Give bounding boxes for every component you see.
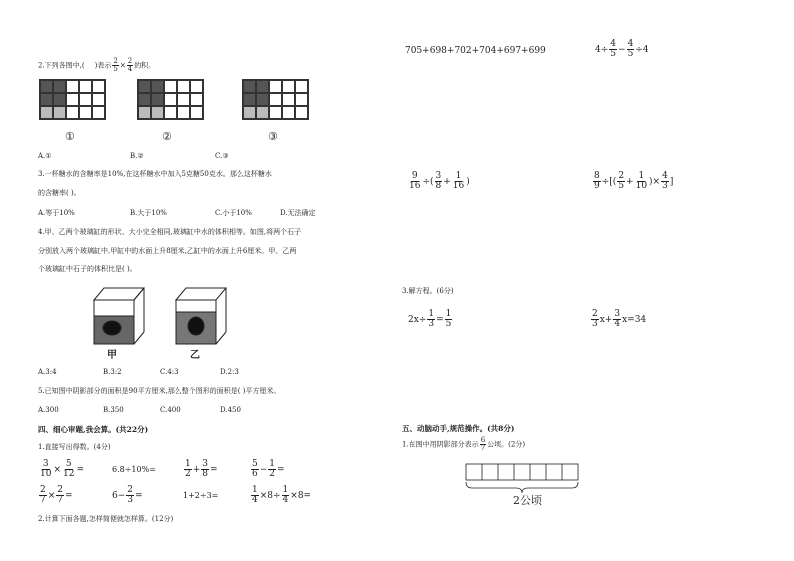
calc-item-7: 1+2÷3= <box>183 491 219 500</box>
q4-option-b: B.3:2 <box>103 368 122 376</box>
tank-yi <box>176 288 226 344</box>
q3-option-a: A.等于10% <box>38 209 75 217</box>
q3-line2: 的含糖率( )。 <box>38 189 81 197</box>
q5-option-d: D.450 <box>220 406 241 414</box>
expr-1: 705+698+702+704+697+699 <box>405 46 546 56</box>
equation-1: 2x÷ $\frac{1}{3}$ = $\frac{1}{5}$ <box>408 309 452 329</box>
section-4-title: 四、细心审题,我会算。(共22分) <box>38 425 149 434</box>
brace-label: 2公顷 <box>513 494 542 507</box>
q3-option-c: C.小于10% <box>215 209 252 217</box>
q2-stem: 2.下列各图中,( )表示 $\frac{2}{5}$ × $\frac{2}{4}$ 的积。 <box>38 57 156 73</box>
calc-item-4: $\frac{5}{6}$ − $\frac{1}{2}$ = <box>252 459 285 479</box>
q2-option-c: C.③ <box>215 152 229 160</box>
grid-figure-2 <box>137 79 204 120</box>
glass-tanks-figure <box>88 282 238 350</box>
q4-line3: 个玻璃缸中石子的体积比是( )。 <box>38 265 137 273</box>
calc-item-6: 6− $\frac{2}{3}$ = <box>112 485 143 505</box>
q2-option-b: B.② <box>130 152 144 160</box>
grid-figure-1 <box>39 79 106 120</box>
calc-item-8: $\frac{1}{4}$ ×8÷ $\frac{1}{4}$ ×8= <box>252 485 312 505</box>
calc-row-1: $\frac{3}{10}$ × $\frac{5}{12}$ = <box>40 459 84 479</box>
tank-jia <box>94 288 144 344</box>
expr-3: $\frac{9}{16}$ ÷( $\frac{3}{8}$ + $\frac{1}{16}$ ) <box>409 171 470 191</box>
q4-option-d: D.2:3 <box>220 368 239 376</box>
q4-option-c: C.4:3 <box>160 368 179 376</box>
q3-option-b: B.大于10% <box>130 209 167 217</box>
q4-option-a: A.3:4 <box>38 368 57 376</box>
q3-line1: 3.一杯糖水的含糖率是10%,在这杯糖水中加入5克糖50克水。那么这杯糖水 <box>38 170 272 178</box>
solve-equation-title: 3.解方程。(6分) <box>402 287 454 295</box>
expr-2: 4÷ $\frac{4}{5}$ − $\frac{4}{5}$ ÷4 <box>595 39 649 59</box>
section-5-title: 五、动脑动手,规范操作。(共8分) <box>402 424 515 433</box>
q4-line1: 4.甲、乙两个玻璃缸的形状、大小完全相同,玻璃缸中水的体积相等。如图,将两个石子 <box>38 228 302 236</box>
caption-2: ② <box>162 130 172 143</box>
tank-label-yi: 乙 <box>190 350 200 361</box>
calc-item-3: $\frac{1}{2}$ + $\frac{3}{8}$ = <box>185 459 218 479</box>
expr-4: $\frac{8}{9}$ ÷[( $\frac{2}{5}$ + $\frac{1}{10}$ )× $\frac{4}{3}$ ] <box>594 171 674 191</box>
q5-option-a: A.300 <box>38 406 59 414</box>
q3-option-d: D.无法确定 <box>280 209 316 217</box>
calc-row-2: $\frac{2}{7}$ × $\frac{2}{7}$ = <box>40 485 73 505</box>
tank-label-jia: 甲 <box>107 350 117 361</box>
q5-stem: 5.已知图中阴影部分的面积是90平方厘米,那么整个图形的面积是( )平方厘米。 <box>38 387 281 395</box>
calc-item-2: 6.8÷10%= <box>112 465 156 474</box>
sec5-q1: 1.在图中用阴影部分表示 $\frac{6}{7}$ 公顷。(2分) <box>402 436 526 452</box>
caption-1: ① <box>65 130 75 143</box>
q5-option-b: B.350 <box>103 406 124 414</box>
q5-option-c: C.400 <box>160 406 181 414</box>
q4-line2: 分别放入两个玻璃缸中,甲缸中的水面上升8厘米,乙缸中的水面上升6厘米。甲、乙两 <box>38 247 297 255</box>
grid-figure-3 <box>242 79 309 120</box>
equation-2: $\frac{2}{3}$ x+ $\frac{3}{4}$ x=34 <box>592 309 647 329</box>
sec4-q2: 2.计算下面各题,怎样简便就怎样算。(12分) <box>38 515 174 523</box>
sec4-q1: 1.直接写出得数。(4分) <box>38 443 111 451</box>
caption-3: ③ <box>268 130 278 143</box>
q2-option-a: A.① <box>38 152 52 160</box>
